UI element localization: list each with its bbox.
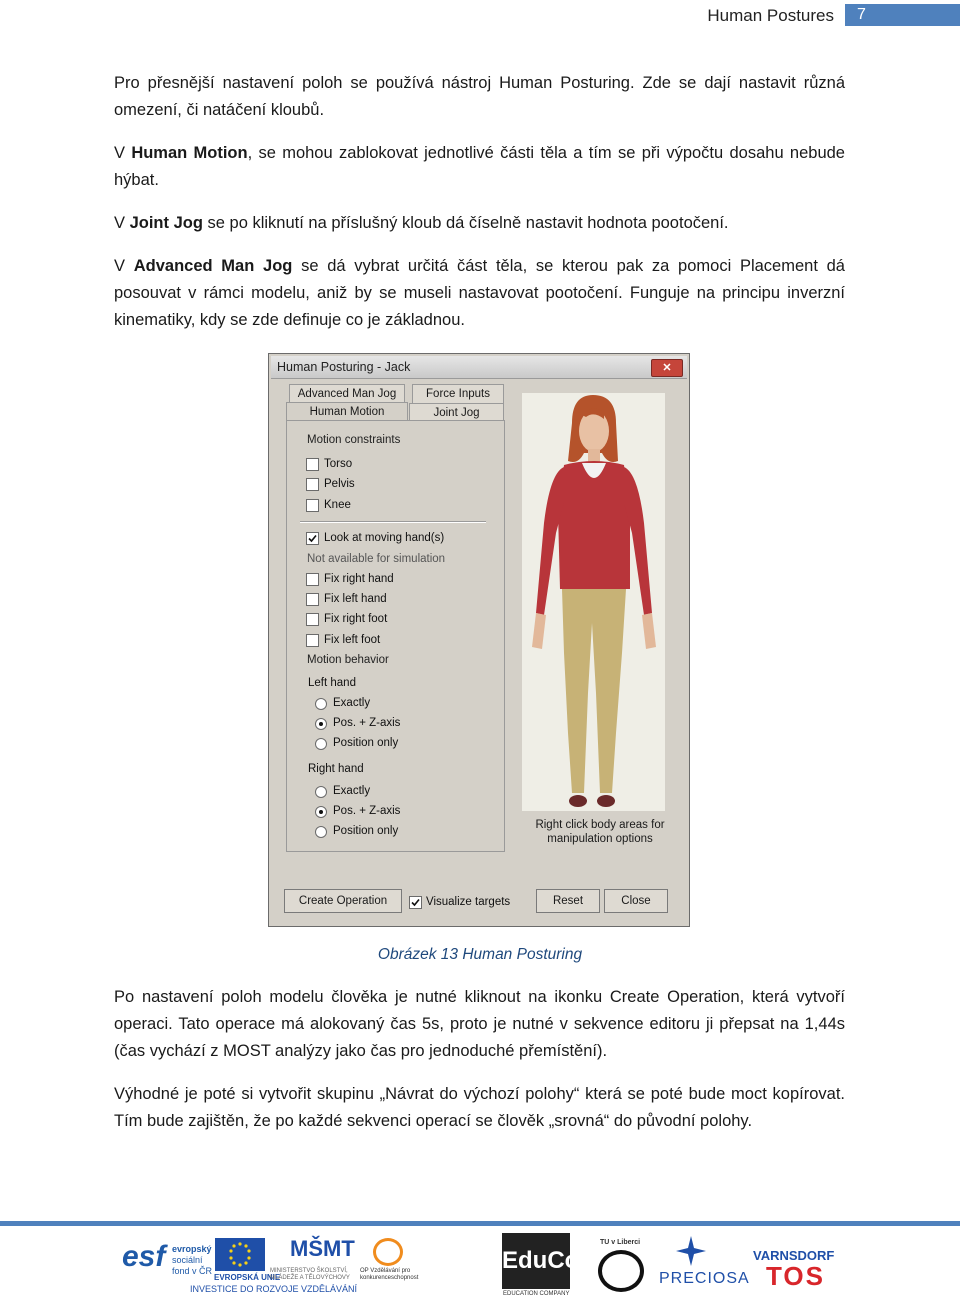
p2-bold: Human Motion xyxy=(131,144,248,162)
motion-behavior-label: Motion behavior xyxy=(307,654,389,666)
paragraph-3 xyxy=(114,210,845,237)
close-button[interactable]: Close xyxy=(604,889,668,913)
closing-text xyxy=(114,984,845,1135)
right-exactly-label: Exactly xyxy=(333,785,371,797)
paragraph-6: Výhodné je poté si vytvořit skupinu „Návrat do výchozí polohy“ která se poté bude moct kopírovat. Tím bude zajištěn, že po každé sekvenci operací se člověk „srovná“ do původní polohy. xyxy=(114,1085,845,1130)
figure-caption: Obrázek 13 Human Posturing xyxy=(377,946,583,963)
pelvis-label: Pelvis xyxy=(324,478,355,490)
p4-prefix: V xyxy=(114,257,134,275)
right-pos-z-label: Pos. + Z-axis xyxy=(333,805,401,817)
eu-label: EVROPSKÁ UNIE xyxy=(214,1273,281,1282)
manipulation-hint: Right click body areas for manipulation options xyxy=(535,819,665,845)
op-logo-icon xyxy=(373,1238,403,1266)
left-position-only-radio[interactable] xyxy=(315,738,327,750)
preciosa-label: PRECIOSA xyxy=(659,1270,750,1287)
reset-button[interactable]: Reset xyxy=(536,889,600,913)
create-operation-button[interactable]: Create Operation xyxy=(284,889,402,913)
left-pos-z-label: Pos. + Z-axis xyxy=(333,717,401,729)
p2-prefix: V xyxy=(114,144,132,162)
page-number: 7 xyxy=(845,4,960,26)
tab-advanced-man-jog[interactable]: Advanced Man Jog xyxy=(289,384,405,403)
tab-joint-jog[interactable]: Joint Jog xyxy=(409,403,504,422)
right-pos-z-radio[interactable] xyxy=(315,806,327,818)
fix-right-foot-checkbox[interactable] xyxy=(306,613,319,626)
torso-label: Torso xyxy=(324,458,353,470)
fix-right-hand-checkbox[interactable] xyxy=(306,573,319,586)
educom-logo: EduCom xyxy=(502,1233,570,1289)
tul-label: TU v Liberci xyxy=(600,1239,641,1246)
fix-left-hand-checkbox[interactable] xyxy=(306,593,319,606)
close-icon[interactable]: ✕ xyxy=(651,359,683,377)
paragraph-4 xyxy=(114,253,845,334)
separator xyxy=(300,521,486,523)
checkmark-icon xyxy=(410,897,421,908)
right-exactly-radio[interactable] xyxy=(315,786,327,798)
3d-viewport[interactable] xyxy=(522,393,665,811)
esf-mark: esf xyxy=(122,1240,166,1273)
paragraph-5: Po nastavení poloh modelu člověka je nutné kliknout na ikonku Create Operation, která vytvoří operaci. Tato operace má alokovaný čas 5s, proto je nutné v sekvence editoru ji přepsat na 1,44s (čas vychází z MOST analýzy jako čas pro jednoduché přemístění). xyxy=(114,988,845,1060)
tab-human-motion[interactable]: Human Motion xyxy=(286,402,408,421)
left-exactly-label: Exactly xyxy=(333,697,371,709)
tab-force-inputs[interactable]: Force Inputs xyxy=(412,384,504,403)
msmt-logo: MŠMT xyxy=(290,1236,355,1261)
right-hand-label: Right hand xyxy=(308,763,364,775)
p3-prefix: V xyxy=(114,214,130,232)
fix-right-foot-label: Fix right foot xyxy=(324,613,388,625)
not-available-label: Not available for simulation xyxy=(307,553,446,565)
tul-logo-icon xyxy=(598,1250,644,1292)
eu-flag-icon xyxy=(215,1238,265,1271)
motion-constraints-label: Motion constraints xyxy=(307,434,401,446)
left-position-only-label: Position only xyxy=(333,737,399,749)
esf-text-1: evropský xyxy=(172,1244,212,1254)
left-exactly-radio[interactable] xyxy=(315,698,327,710)
human-figure-image xyxy=(522,393,665,811)
look-at-label: Look at moving hand(s) xyxy=(324,532,445,544)
left-hand-label: Left hand xyxy=(308,677,356,689)
esf-logo xyxy=(122,1236,214,1280)
visualize-targets-checkbox[interactable] xyxy=(409,896,422,909)
p4-rest: se dá vybrat určitá část těla, se kterou pak za pomoci Placement dá posouvat v rámci modelu, aniž by se museli nastavovat pootočení. Funguje na principu inverzní kinematiky, kdy se zde definuje co je základnou. xyxy=(114,257,845,329)
intro-text xyxy=(114,70,845,334)
invest-label: INVESTICE DO ROZVOJE VZDĚLÁVÁNÍ xyxy=(190,1284,358,1294)
right-position-only-label: Position only xyxy=(333,825,399,837)
torso-checkbox[interactable] xyxy=(306,458,319,471)
look-at-checkbox[interactable] xyxy=(306,532,319,545)
header-title: Human Postures xyxy=(707,6,834,25)
checkmark-icon xyxy=(307,533,318,544)
knee-checkbox[interactable] xyxy=(306,499,319,512)
dialog-title: Human Posturing - Jack xyxy=(277,360,411,374)
p2-rest: , se mohou zablokovat jednotlivé části těla a tím se při výpočtu dosahu nebude hýbat. xyxy=(114,144,845,189)
educom-label: EDUCATION COMPANY xyxy=(503,1291,570,1297)
preciosa-star xyxy=(676,1236,706,1266)
eu-stars-icon xyxy=(215,1238,265,1271)
preciosa-star-icon xyxy=(676,1236,706,1266)
paragraph-2 xyxy=(114,140,845,194)
op-label: OP Vzdělávání pro konkurenceschopnost xyxy=(360,1268,419,1281)
p3-bold: Joint Jog xyxy=(129,214,203,232)
tos-label: TOS xyxy=(766,1261,825,1291)
esf-text-3: fond v ČR xyxy=(172,1266,213,1276)
fix-right-hand-label: Fix right hand xyxy=(324,573,394,585)
varnsdorf-label: VARNSDORF xyxy=(753,1248,835,1263)
esf-text-2: sociální xyxy=(172,1255,203,1265)
fix-left-hand-label: Fix left hand xyxy=(324,593,387,605)
msmt-label: MINISTERSTVO ŠKOLSTVÍ, MLÁDEŽE A TĚLOVÝCHOVY xyxy=(270,1268,350,1281)
dialog-titlebar xyxy=(271,356,687,379)
pelvis-checkbox[interactable] xyxy=(306,478,319,491)
knee-label: Knee xyxy=(324,499,351,511)
right-position-only-radio[interactable] xyxy=(315,826,327,838)
p3-rest: se po kliknutí na příslušný kloub dá číselně nastavit hodnota pootočení. xyxy=(202,214,729,232)
left-pos-z-radio[interactable] xyxy=(315,718,327,730)
fix-left-foot-checkbox[interactable] xyxy=(306,634,319,647)
footer-divider xyxy=(0,1221,960,1226)
visualize-targets-label: Visualize targets xyxy=(426,896,511,908)
p4-bold: Advanced Man Jog xyxy=(133,257,293,275)
paragraph-1: Pro přesnější nastavení poloh se používá nástroj Human Posturing. Zde se dají nastavit různá omezení, či natáčení kloubů. xyxy=(114,74,845,119)
fix-left-foot-label: Fix left foot xyxy=(324,634,381,646)
